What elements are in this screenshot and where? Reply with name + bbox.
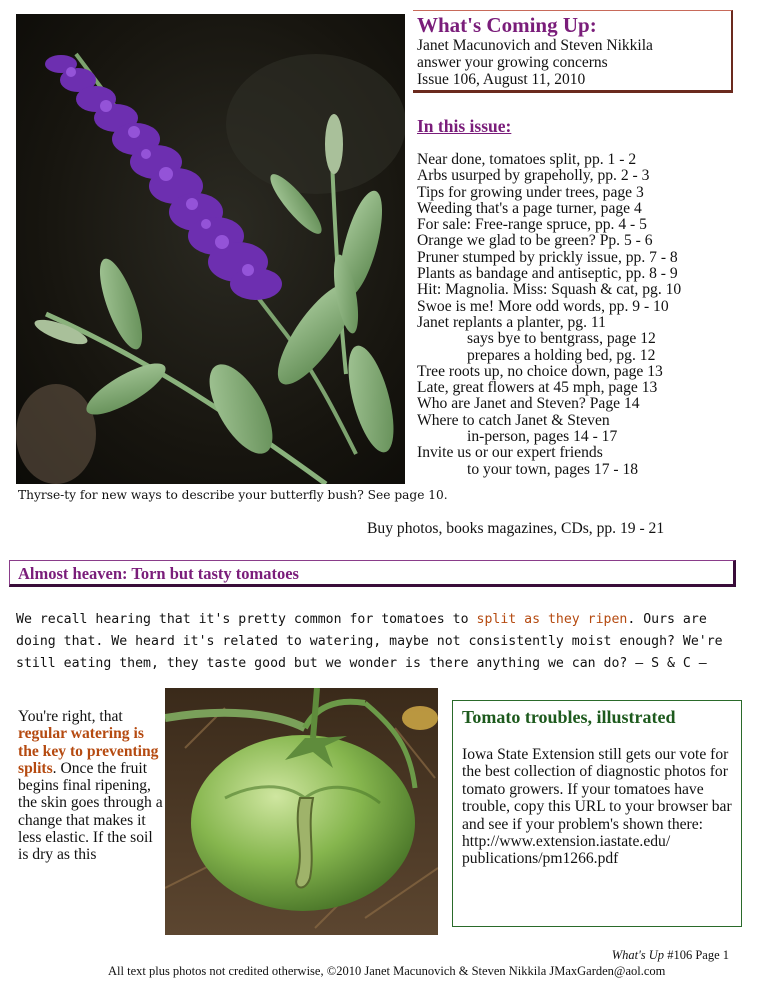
footer-publication: What's Up xyxy=(611,948,665,962)
question-text: We recall hearing that it's pretty common for tomatoes to xyxy=(16,612,477,627)
toc-item: Plants as bandage and antiseptic, pp. 8 - 9 xyxy=(417,265,678,283)
reader-question xyxy=(16,609,746,675)
footer-page-number xyxy=(612,948,729,963)
toc-item: Tips for growing under trees, page 3 xyxy=(417,183,644,201)
toc-item: Invite us or our expert friends xyxy=(417,444,603,462)
header-authors: Janet Macunovich and Steven Nikkila xyxy=(417,37,653,54)
newsletter-header xyxy=(413,10,733,93)
question-highlight: split as they ripen xyxy=(476,612,628,627)
toc-item: Tree roots up, no choice down, page 13 xyxy=(417,362,663,380)
newsletter-title: What's Coming Up: xyxy=(417,13,597,37)
toc-item: Hit: Magnolia. Miss: Squash & cat, pg. 10 xyxy=(417,281,682,299)
sidebar-title: Tomato troubles, illustrated xyxy=(462,707,676,727)
question-text: . Ours are doing that. We heard it's related to watering, maybe not consistently moist enough? We're still eating them, they taste good but we wonder is there anything we can do? – S & C – xyxy=(16,612,723,671)
toc-item: Pruner stumped by prickly issue, pp. 7 - 8 xyxy=(417,248,678,266)
answer-text: . Once the fruit begins final ripening, the skin goes through a change that makes it less elastic. If the soil is dry as this xyxy=(18,759,163,864)
contents-heading: In this issue: xyxy=(417,116,512,136)
sidebar-url: publications/pm1266.pdf xyxy=(462,850,619,868)
toc-item: Buy photos, books magazines, CDs, pp. 19 - 21 xyxy=(367,520,665,537)
sidebar-text: Iowa State Extension still gets our vote for the best collection of diagnostic photos for tomato growers. If your tomatoes have trouble, copy this URL to your browser bar and see if your problem's shown there: xyxy=(462,746,732,833)
sidebar-box xyxy=(452,700,742,927)
toc-item: Arbs usurped by grapeholly, pp. 2 - 3 xyxy=(417,167,650,185)
toc-item: in-person, pages 14 - 17 xyxy=(467,428,618,446)
toc-item: prepares a holding bed, pg. 12 xyxy=(467,346,656,364)
footer-issue-page: #106 Page 1 xyxy=(664,948,729,962)
answer-emphasis: regular watering is the key to preventing splits xyxy=(18,725,159,777)
toc-item: Orange we glad to be green? Pp. 5 - 6 xyxy=(417,232,653,250)
header-issue: Issue 106, August 11, 2010 xyxy=(417,71,586,88)
table-of-contents xyxy=(417,152,757,478)
toc-item: Near done, tomatoes split, pp. 1 - 2 xyxy=(417,151,637,168)
answer-text: You're right, that xyxy=(18,708,123,725)
section-title: Almost heaven: Torn but tasty tomatoes xyxy=(18,564,299,583)
sidebar-url: http://www.extension.iastate.edu/ xyxy=(462,833,671,851)
toc-item: Weeding that's a page turner, page 4 xyxy=(417,199,642,217)
toc-item: Late, great flowers at 45 mph, page 13 xyxy=(417,379,658,397)
toc-item: Swoe is me! More odd words, pp. 9 - 10 xyxy=(417,297,669,315)
split-tomato-photo xyxy=(165,688,438,935)
butterfly-bush-photo xyxy=(16,14,405,484)
toc-item: Who are Janet and Steven? Page 14 xyxy=(417,395,640,413)
header-tagline: answer your growing concerns xyxy=(417,54,608,71)
sidebar-body xyxy=(462,746,732,868)
toc-item: For sale: Free-range spruce, pp. 4 - 5 xyxy=(417,216,647,234)
toc-item: Janet replants a planter, pg. 11 xyxy=(417,313,606,331)
answer-column xyxy=(18,708,166,864)
toc-item: says bye to bentgrass, page 12 xyxy=(467,330,656,348)
toc-item: Where to catch Janet & Steven xyxy=(417,411,610,429)
section-banner xyxy=(9,560,736,587)
toc-item: to your town, pages 17 - 18 xyxy=(467,460,639,478)
footer-copyright: All text plus photos not credited otherwise, ©2010 Janet Macunovich & Steven Nikkila JMaxGarden@aol.com xyxy=(108,964,666,978)
photo-caption: Thyrse-ty for new ways to describe your butterfly bush? See page 10. xyxy=(18,488,448,502)
